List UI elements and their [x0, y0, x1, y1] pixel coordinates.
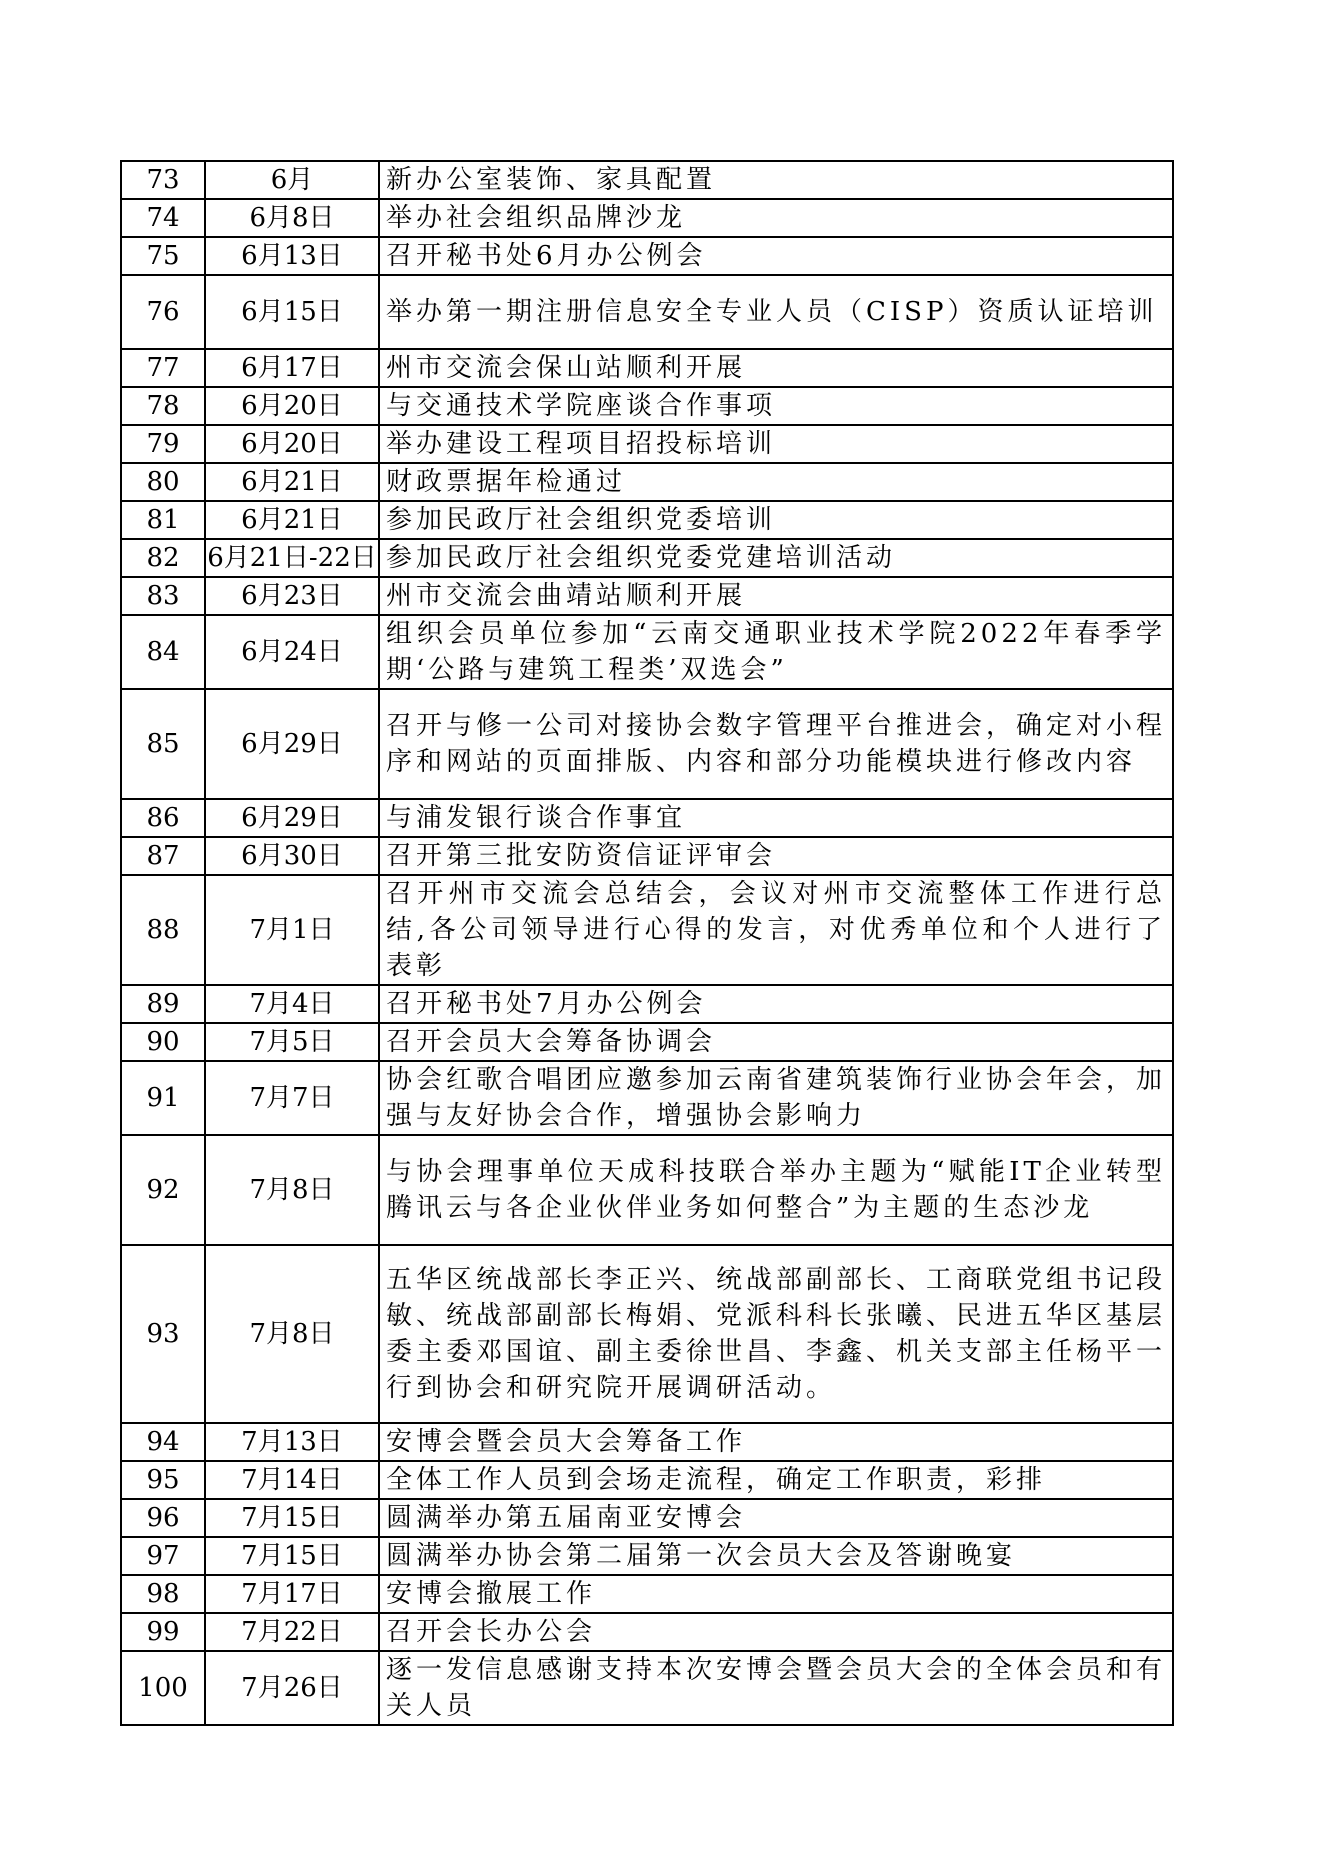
row-item: 召开第三批安防资信证评审会 [379, 837, 1173, 875]
table-row [121, 275, 1173, 349]
row-date: 6月20日 [205, 387, 379, 425]
activity-table [120, 160, 1174, 1726]
row-item: 参加民政厅社会组织党委培训 [379, 501, 1173, 539]
row-date: 7月15日 [205, 1499, 379, 1537]
row-number: 98 [121, 1575, 205, 1613]
row-date: 7月14日 [205, 1461, 379, 1499]
row-item: 组织会员单位参加“云南交通职业技术学院2022年春季学期‘公路与建筑工程类’双选会” [379, 615, 1173, 689]
row-number: 80 [121, 463, 205, 501]
row-date: 7月8日 [205, 1245, 379, 1423]
row-date: 6月 [205, 161, 379, 199]
row-date: 6月20日 [205, 425, 379, 463]
row-date: 7月17日 [205, 1575, 379, 1613]
row-number: 95 [121, 1461, 205, 1499]
row-date: 7月1日 [205, 875, 379, 985]
table-row [121, 1135, 1173, 1245]
row-item: 全体工作人员到会场走流程，确定工作职责，彩排 [379, 1461, 1173, 1499]
table-row [121, 1245, 1173, 1423]
table-row [121, 1651, 1173, 1725]
row-item: 举办社会组织品牌沙龙 [379, 199, 1173, 237]
row-item: 逐一发信息感谢支持本次安博会暨会员大会的全体会员和有关人员 [379, 1651, 1173, 1725]
row-number: 84 [121, 615, 205, 689]
row-number: 100 [121, 1651, 205, 1725]
table-row [121, 1061, 1173, 1135]
row-number: 91 [121, 1061, 205, 1135]
row-date: 6月29日 [205, 689, 379, 799]
row-item: 与交通技术学院座谈合作事项 [379, 387, 1173, 425]
row-number: 97 [121, 1537, 205, 1575]
row-date: 7月26日 [205, 1651, 379, 1725]
row-number: 83 [121, 577, 205, 615]
table-row [121, 463, 1173, 501]
table-row [121, 501, 1173, 539]
row-number: 92 [121, 1135, 205, 1245]
table-row [121, 387, 1173, 425]
row-date: 6月29日 [205, 799, 379, 837]
row-item: 安博会撤展工作 [379, 1575, 1173, 1613]
row-item: 圆满举办协会第二届第一次会员大会及答谢晚宴 [379, 1537, 1173, 1575]
row-date: 7月4日 [205, 985, 379, 1023]
row-item: 州市交流会保山站顺利开展 [379, 349, 1173, 387]
row-item: 召开会员大会筹备协调会 [379, 1023, 1173, 1061]
row-number: 75 [121, 237, 205, 275]
row-date: 7月5日 [205, 1023, 379, 1061]
row-number: 94 [121, 1423, 205, 1461]
table-row [121, 539, 1173, 577]
row-number: 73 [121, 161, 205, 199]
row-date: 6月15日 [205, 275, 379, 349]
row-item: 财政票据年检通过 [379, 463, 1173, 501]
row-number: 99 [121, 1613, 205, 1651]
row-date: 7月22日 [205, 1613, 379, 1651]
row-number: 85 [121, 689, 205, 799]
row-item: 新办公室装饰、家具配置 [379, 161, 1173, 199]
table-row [121, 837, 1173, 875]
row-date: 6月21日 [205, 501, 379, 539]
row-item: 召开与修一公司对接协会数字管理平台推进会，确定对小程序和网站的页面排版、内容和部分功能模块进行修改内容 [379, 689, 1173, 799]
row-item: 圆满举办第五届南亚安博会 [379, 1499, 1173, 1537]
row-number: 89 [121, 985, 205, 1023]
row-date: 6月13日 [205, 237, 379, 275]
row-date: 7月13日 [205, 1423, 379, 1461]
row-date: 6月8日 [205, 199, 379, 237]
row-item: 协会红歌合唱团应邀参加云南省建筑装饰行业协会年会，加强与友好协会合作，增强协会影响力 [379, 1061, 1173, 1135]
row-number: 79 [121, 425, 205, 463]
row-number: 74 [121, 199, 205, 237]
table-row [121, 875, 1173, 985]
table-row [121, 689, 1173, 799]
table-row [121, 349, 1173, 387]
table-row [121, 1537, 1173, 1575]
row-date: 6月30日 [205, 837, 379, 875]
row-item: 与浦发银行谈合作事宜 [379, 799, 1173, 837]
row-date: 6月21日 [205, 463, 379, 501]
row-number: 87 [121, 837, 205, 875]
table-row [121, 985, 1173, 1023]
row-item: 召开秘书处7月办公例会 [379, 985, 1173, 1023]
row-number: 77 [121, 349, 205, 387]
row-date: 7月15日 [205, 1537, 379, 1575]
row-number: 78 [121, 387, 205, 425]
table-row [121, 1423, 1173, 1461]
row-item: 与协会理事单位天成科技联合举办主题为“赋能IT企业转型腾讯云与各企业伙伴业务如何整合”为主题的生态沙龙 [379, 1135, 1173, 1245]
row-number: 81 [121, 501, 205, 539]
table-row [121, 577, 1173, 615]
row-date: 6月23日 [205, 577, 379, 615]
table-row [121, 237, 1173, 275]
table-row [121, 1023, 1173, 1061]
row-item: 五华区统战部长李正兴、统战部副部长、工商联党组书记段敏、统战部副部长梅娟、党派科科长张曦、民进五华区基层委主委邓国谊、副主委徐世昌、李鑫、机关支部主任杨平一行到协会和研究院开展调研活动。 [379, 1245, 1173, 1423]
row-number: 90 [121, 1023, 205, 1061]
row-item: 安博会暨会员大会筹备工作 [379, 1423, 1173, 1461]
table-row [121, 1575, 1173, 1613]
row-item: 召开州市交流会总结会，会议对州市交流整体工作进行总结,各公司领导进行心得的发言，对优秀单位和个人进行了表彰 [379, 875, 1173, 985]
row-number: 88 [121, 875, 205, 985]
row-number: 86 [121, 799, 205, 837]
row-number: 96 [121, 1499, 205, 1537]
row-item: 举办建设工程项目招投标培训 [379, 425, 1173, 463]
table-body [121, 161, 1173, 1725]
table-row [121, 615, 1173, 689]
row-number: 93 [121, 1245, 205, 1423]
row-item: 举办第一期注册信息安全专业人员（CISP）资质认证培训 [379, 275, 1173, 349]
row-date: 6月24日 [205, 615, 379, 689]
row-date: 7月8日 [205, 1135, 379, 1245]
row-date: 6月21日-22日 [205, 539, 379, 577]
row-item: 州市交流会曲靖站顺利开展 [379, 577, 1173, 615]
row-item: 参加民政厅社会组织党委党建培训活动 [379, 539, 1173, 577]
table-row [121, 1613, 1173, 1651]
table-row [121, 425, 1173, 463]
row-date: 7月7日 [205, 1061, 379, 1135]
row-number: 82 [121, 539, 205, 577]
table-row [121, 1499, 1173, 1537]
row-number: 76 [121, 275, 205, 349]
row-item: 召开会长办公会 [379, 1613, 1173, 1651]
table-row [121, 799, 1173, 837]
table-row [121, 199, 1173, 237]
row-item: 召开秘书处6月办公例会 [379, 237, 1173, 275]
table-row [121, 161, 1173, 199]
row-date: 6月17日 [205, 349, 379, 387]
table-row [121, 1461, 1173, 1499]
